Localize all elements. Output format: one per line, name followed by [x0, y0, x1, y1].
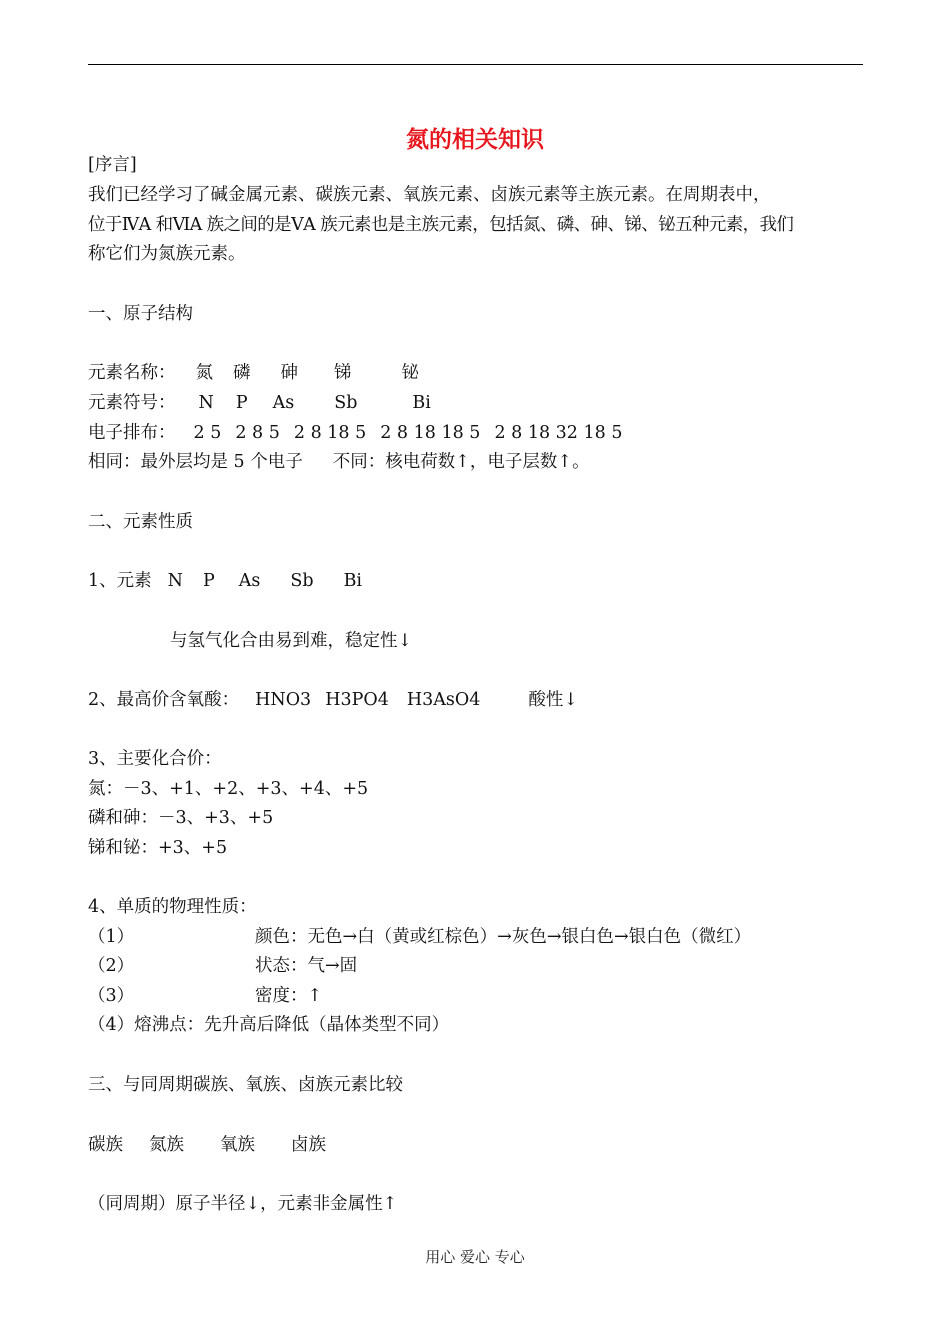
item1-symbol-n: N — [167, 571, 183, 591]
symbol-bi: Bi — [412, 393, 431, 413]
item4-heading: 4、单质的物理性质： — [88, 897, 257, 917]
section3-heading: 三、与同周期碳族、氧族、卤族元素比较 — [88, 1075, 403, 1095]
property-num-1: （1） — [88, 927, 135, 947]
item1-symbol-as: As — [238, 571, 261, 591]
header-rule — [88, 64, 863, 65]
diff-text: 不同：核电荷数↑，电子层数↑。 — [332, 452, 590, 472]
item1-label: 1、元素 — [88, 571, 152, 591]
acid-hno3: HNO3 — [255, 690, 312, 710]
config-p: 2 8 5 — [235, 423, 280, 443]
property-num-3: （3） — [88, 986, 135, 1006]
config-sb: 2 8 18 18 5 — [380, 423, 481, 443]
item2-row — [88, 689, 578, 711]
item3-heading: 3、主要化合价： — [88, 749, 222, 769]
preface-line-1: 我们已经学习了碱金属元素、碳族元素、氧族元素、卤族元素等主族元素。在周期表中， — [88, 185, 771, 205]
valence-nitrogen: 氮：－3、+1、+2、+3、+4、+5 — [88, 779, 369, 799]
same-text: 相同：最外层均是 5 个电子 — [88, 452, 303, 472]
config-label: 电子排布： — [88, 423, 176, 443]
preface-label: [序言] — [88, 155, 137, 175]
config-n: 2 5 — [193, 423, 222, 443]
name-as: 砷 — [280, 363, 298, 383]
name-n: 氮 — [195, 363, 213, 383]
property-row-state — [88, 955, 358, 977]
symbol-n: N — [198, 393, 214, 413]
page-footer: 用心 爱心 专心 — [425, 1248, 525, 1266]
symbol-sb: Sb — [334, 393, 358, 413]
page-title: 氮的相关知识 — [406, 126, 544, 153]
property-row-color — [88, 926, 752, 948]
item1-symbol-p: P — [202, 571, 215, 591]
element-names-row — [88, 362, 419, 384]
preface-line-3: 称它们为氮族元素。 — [88, 244, 246, 264]
group-nitrogen: 氮族 — [149, 1135, 184, 1155]
electron-config-row — [88, 422, 622, 444]
property-state: 状态：气→固 — [255, 956, 358, 976]
item1-row — [88, 570, 362, 592]
section1-heading: 一、原子结构 — [88, 304, 193, 324]
section2-heading: 二、元素性质 — [88, 512, 193, 532]
property-melting-point: （4）熔沸点：先升高后降低（晶体类型不同） — [88, 1015, 450, 1035]
groups-row — [88, 1134, 326, 1156]
acid-h3aso4: H3AsO4 — [406, 690, 481, 710]
acid-h3po4: H3PO4 — [325, 690, 389, 710]
config-as: 2 8 18 5 — [293, 423, 367, 443]
symbol-p: P — [235, 393, 248, 413]
valence-sb-bi: 锑和铋：+3、+5 — [88, 838, 228, 858]
config-bi: 2 8 18 32 18 5 — [494, 423, 623, 443]
property-row-density — [88, 985, 323, 1007]
names-label: 元素名称： — [88, 363, 176, 383]
acidity-note: 酸性↓ — [528, 690, 579, 710]
preface-line-2: 位于ⅣA 和ⅥA 族之间的是ⅤA 族元素也是主族元素，包括氮、磷、砷、锑、铋五种元素，我们 — [88, 215, 794, 235]
name-sb: 锑 — [334, 363, 352, 383]
property-color: 颜色：无色→白（黄或红棕色）→灰色→银白色→银白色（微红） — [255, 927, 752, 947]
item1-note: 与氢气化合由易到难，稳定性↓ — [170, 631, 413, 651]
property-num-2: （2） — [88, 956, 135, 976]
group-oxygen: 氧族 — [220, 1135, 255, 1155]
symbol-as: As — [272, 393, 295, 413]
same-diff-row — [88, 451, 590, 473]
name-bi: 铋 — [401, 363, 419, 383]
item1-symbol-bi: Bi — [343, 571, 363, 591]
group-halogen: 卤族 — [291, 1135, 326, 1155]
comparison-note: （同周期）原子半径↓，元素非金属性↑ — [88, 1194, 398, 1214]
item1-symbol-sb: Sb — [290, 571, 314, 591]
property-density: 密度：↑ — [255, 986, 323, 1006]
valence-p-as: 磷和砷：－3、+3、+5 — [88, 808, 274, 828]
group-carbon: 碳族 — [88, 1135, 123, 1155]
symbols-label: 元素符号： — [88, 393, 176, 413]
element-symbols-row — [88, 392, 431, 414]
item2-label: 2、最高价含氧酸： — [88, 690, 240, 710]
name-p: 磷 — [233, 363, 251, 383]
